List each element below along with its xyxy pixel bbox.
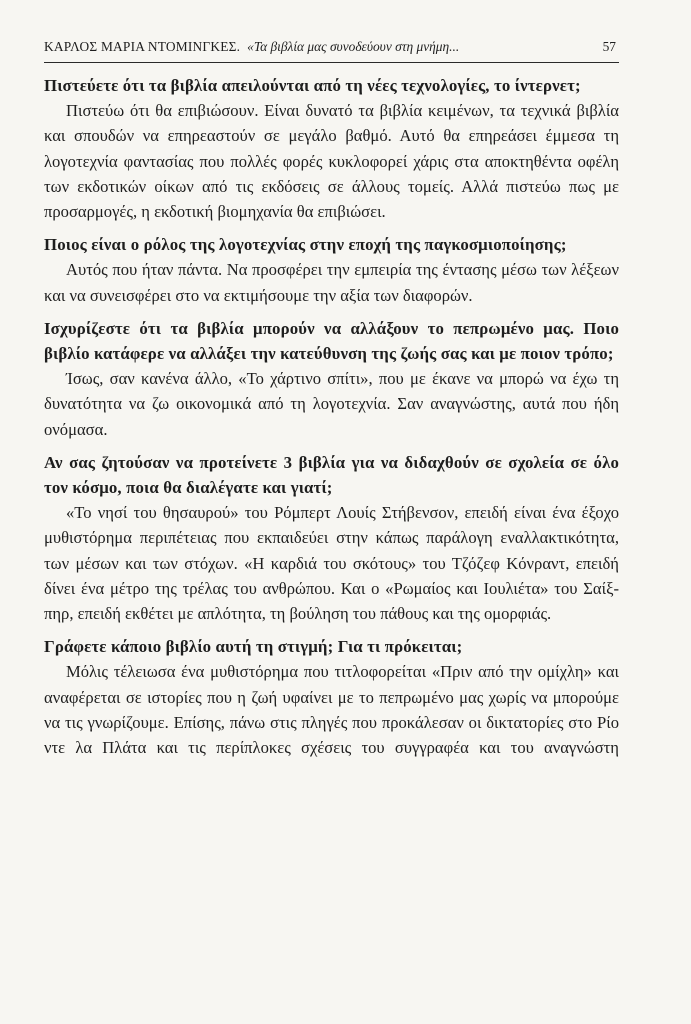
qa-block-3 <box>44 316 619 442</box>
question-4: Αν σας ζητούσαν να προτείνετε 3 βιβλία για να διδαχθούν σε σχολεία σε όλο τον κόσμο, ποια θα διαλέγατε και γιατί; <box>44 452 619 498</box>
answer-3: Ίσως, σαν κανένα άλλο, «Το χάρτινο σπίτι», που με έκανε να μπορώ να έχω τη δυνατότητα να ζω οικονομικά από τη λογοτεχνία. Σαν αναγνώστης, αυτά που ήδη ονόμασα. <box>44 369 619 439</box>
qa-block-2 <box>44 232 619 308</box>
question-1: Πιστεύετε ότι τα βιβλία απειλούνται από τη νέες τεχνολογίες, το ίντερνετ; <box>44 76 581 95</box>
question-2: Ποιος είναι ο ρόλος της λογοτεχνίας στην εποχή της παγκοσμιοποίησης; <box>44 235 567 255</box>
book-page <box>44 38 619 998</box>
qa-block-5 <box>44 634 619 760</box>
answer-5: Μόλις τέλειωσα ένα μυθιστόρημα που τιτλοφορείται «Πριν από την ομίχλη» και αναφέρεται σε ιστορίες που η ζωή υφαίνει με το πεπρωμένο μας χωρίς να μπορούμε να τις γνωρίζουμε. Επίσης, πάνω στις πληγές που προκάλεσαν οι δικτατορίες στο Ρίο ντε λα Πλάτα και τις περίπλοκες σχέσεις του συγγραφέα και του αναγνώστη <box>44 662 619 758</box>
qa-block-1 <box>44 73 619 224</box>
header-author: ΚΑΡΛΟΣ ΜΑΡΙΑ ΝΤΟΜΙΝΓΚΕΣ. <box>44 39 241 54</box>
answer-2: Αυτός που ήταν πάντα. Να προσφέρει την εμπειρία της έντασης μέσω των λέξεων και να συνεισφέρει στο να εκτιμήσουμε την αξία των διαφορών. <box>44 260 619 305</box>
answer-4: «Το νησί του θησαυρού» του Ρόμπερτ Λουίς Στήβενσον, επειδή είναι ένα έξοχο μυθιστόρημα περιπέτειας που εκπαιδεύει στην κάπως παράλογη εναλλακτικότητα, των μέσων και των στόχων. «Η καρδιά του σκότους» του Τζόζεφ Κόνραντ, επειδή δίνει ένα μέτρο της τρέλας του ανθρώπου. Και ο «Ρωμαίος και Ιουλιέτα» του Σαίξπηρ, επειδή εκθέτει με απλότητα, τη βούληση του πάθους και της ομορφιάς. <box>44 503 619 624</box>
question-5: Γράφετε κάποιο βιβλίο αυτή τη στιγμή; Για τι πρόκειται; <box>44 637 463 657</box>
qa-block-4 <box>44 450 619 626</box>
running-header <box>44 38 619 63</box>
page-body <box>44 73 619 760</box>
page-number: 57 <box>602 39 616 54</box>
answer-1: Πιστεύω ότι θα επιβιώσουν. Είναι δυνατό τα βιβλία κειμένων, τα τεχνικά βιβλία και σπουδών να επηρεαστούν σε μεγάλο βαθμό. Αυτό θα επηρεάσει έμμεσα τη λογοτεχνία φαντασίας που πολλές φορές κυκλοφορεί χάρις στα αποκτηθέντα οφέλη των εκδοτικών οίκων από τις εκδόσεις σε άλλους τομείς. Αλλά πιστεύω πως με προσαρμογές, η εκδοτική βιομηχανία θα επιβιώσει. <box>44 101 619 222</box>
header-subtitle: «Τα βιβλία μας συνοδεύουν στη μνήμη... <box>247 39 460 54</box>
question-3: Ισχυρίζεστε ότι τα βιβλία μπορούν να αλλάξουν το πεπρωμένο μας. Ποιο βιβλίο κατάφερε να αλλάξει την κατεύθυνση της ζωής σας και με ποιον τρόπο; <box>44 318 619 364</box>
